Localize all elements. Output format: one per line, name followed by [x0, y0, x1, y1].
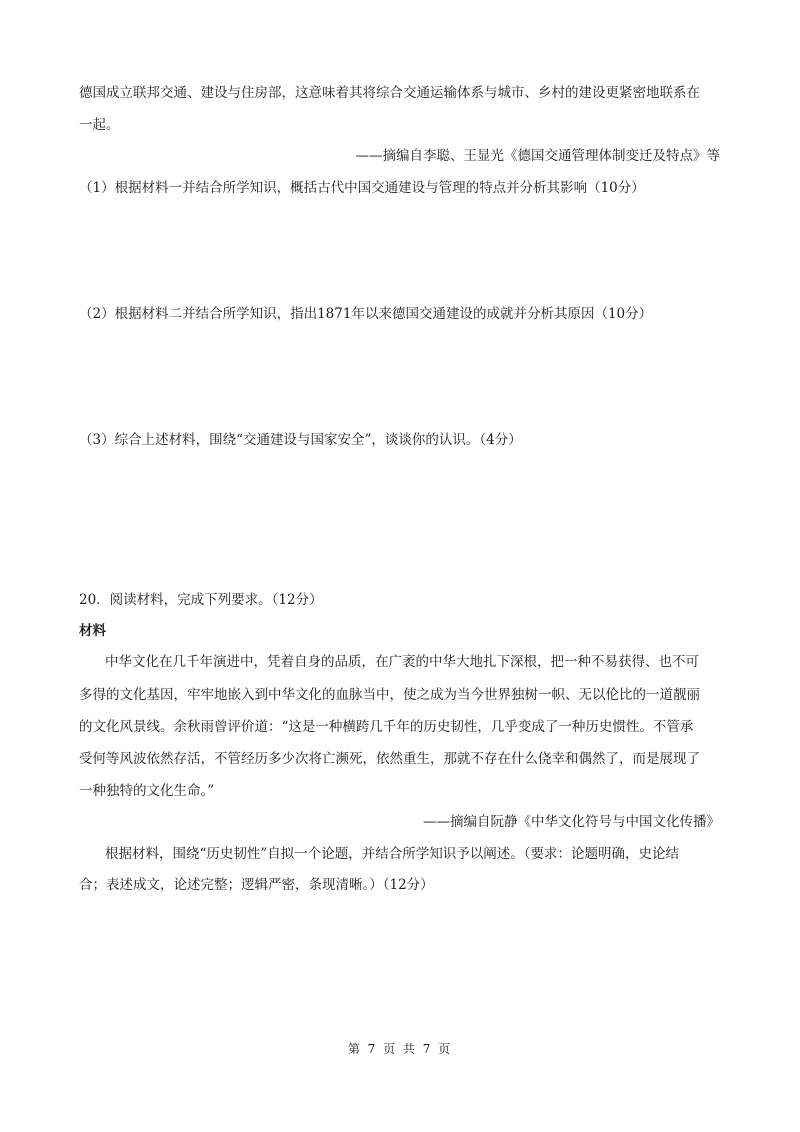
question-19-3: （3）综合上述材料，围绕“交通建设与国家安全”，谈谈你的认识。（4分） — [79, 432, 522, 448]
question-19-2: （2）根据材料二并结合所学知识，指出1871年以来德国交通建设的成就并分析其原因（10分） — [79, 306, 653, 322]
material-paragraph-line: 多得的文化基因，牢牢地嵌入到中华文化的血脉当中，使之成为当今世界独树一帜、无以伦比的一道靓丽 — [79, 687, 700, 703]
material-source: ——摘编自李聪、王显光《德国交通管理体制变迁及特点》等 — [355, 148, 720, 164]
question-19-1: （1）根据材料一并结合所学知识，概括古代中国交通建设与管理的特点并分析其影响（10分） — [79, 180, 645, 196]
material-source: ——摘编自阮静《中华文化符号与中国文化传播》 — [423, 814, 720, 830]
material-paragraph-line: 一种独特的文化生命。” — [79, 783, 215, 799]
question-20-heading: 20．阅读材料，完成下列要求。（12分） — [79, 592, 323, 608]
material-text-line: 德国成立联邦交通、建设与住房部，这意味着其将综合交通运输体系与城市、乡村的建设更紧密地联系在 — [79, 85, 700, 101]
material-paragraph-line: 受何等风波依然存活，不管经历多少次将亡濒死，依然重生，那就不存在什么侥幸和偶然了，而是展现了 — [79, 751, 700, 767]
material-paragraph-line: 中华文化在几千年演进中，凭着自身的品质，在广袤的中华大地扎下深根，把一种不易获得、也不可 — [105, 654, 699, 670]
requirement-line: 合；表述成文，论述完整；逻辑严密，条现清晰。）（12分） — [79, 877, 434, 893]
material-paragraph-line: 的文化风景线。余秋雨曾评价道：“这是一种横跨几千年的历史韧性，几乎变成了一种历史惯性。不管承 — [79, 719, 694, 735]
material-text-line: 一起。 — [79, 117, 120, 133]
page-number: 第 7 页 共 7 页 — [347, 1042, 453, 1056]
requirement-line: 根据材料，围绕“历史韧性”自拟一个论题，并结合所学知识予以阐述。（要求：论题明确，史论结 — [105, 846, 680, 862]
material-label: 材料 — [79, 623, 106, 639]
